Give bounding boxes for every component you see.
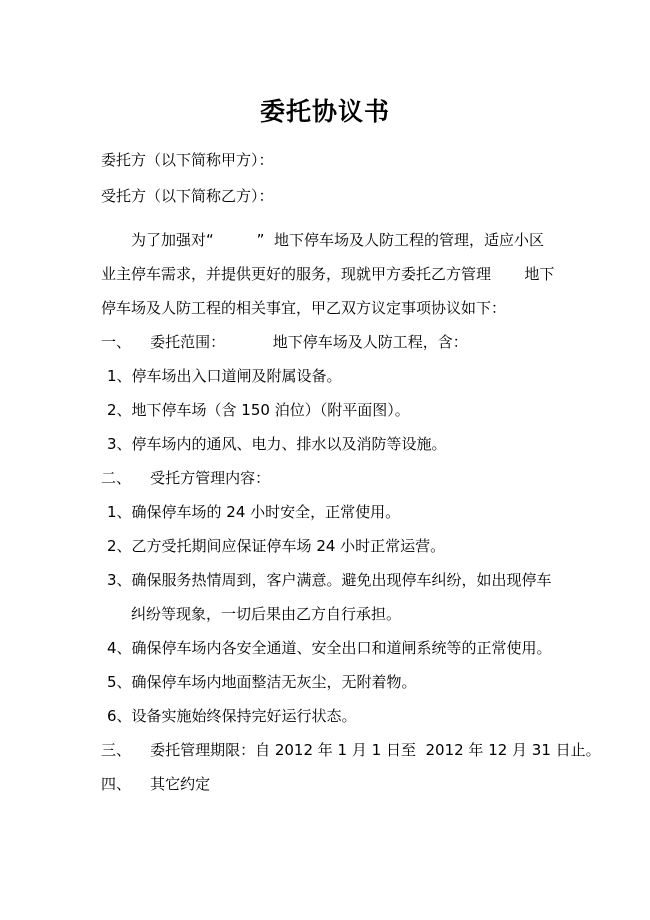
section1-item-1: 1、停车场出入口道闸及附属设备。	[107, 367, 342, 385]
section2-item-3-cont: 纠纷等现象，一切后果由乙方自行承担。	[131, 605, 402, 623]
intro-line-1: 为了加强对“ ” 地下停车场及人防工程的管理，适应小区	[131, 231, 544, 249]
section4-heading: 四、 其它约定	[101, 775, 211, 793]
section1-item-3: 3、停车场内的通风、电力、排水以及消防等设施。	[107, 435, 447, 453]
intro-line-2: 业主停车需求，并提供更好的服务，现就甲方委托乙方管理 地下	[101, 265, 555, 283]
section2-heading: 二、 受托方管理内容：	[101, 469, 271, 487]
section2-item-4: 4、确保停车场内各安全通道、安全出口和道闸系统等的正常使用。	[107, 639, 552, 657]
document-title: 委托协议书	[259, 97, 390, 126]
party-b-line: 受托方（以下简称乙方）：	[101, 187, 274, 205]
party-a-line: 委托方（以下简称甲方）：	[101, 151, 274, 169]
section3-heading: 三、 委托管理期限：自 2012 年 1 月 1 日至 2012 年 12 月 31 日止。	[101, 741, 601, 759]
intro-line-3: 停车场及人防工程的相关事宜，甲乙双方议定事项协议如下：	[101, 299, 507, 317]
section2-item-5: 5、确保停车场内地面整洁无灰尘，无附着物。	[107, 673, 417, 691]
section2-item-6: 6、设备实施始终保持完好运行状态。	[107, 707, 357, 725]
section2-item-1: 1、确保停车场的 24 小时安全，正常使用。	[107, 503, 401, 521]
section2-item-3: 3、确保服务热情周到，客户满意。避免出现停车纠纷，如出现停车	[107, 571, 552, 589]
section1-heading: 一、 委托范围： 地下停车场及人防工程，含：	[101, 333, 468, 351]
section1-item-2: 2、地下停车场（含 150 泊位）（附平面图）。	[107, 401, 410, 419]
section2-item-2: 2、乙方受托期间应保证停车场 24 小时正常运营。	[107, 537, 446, 555]
